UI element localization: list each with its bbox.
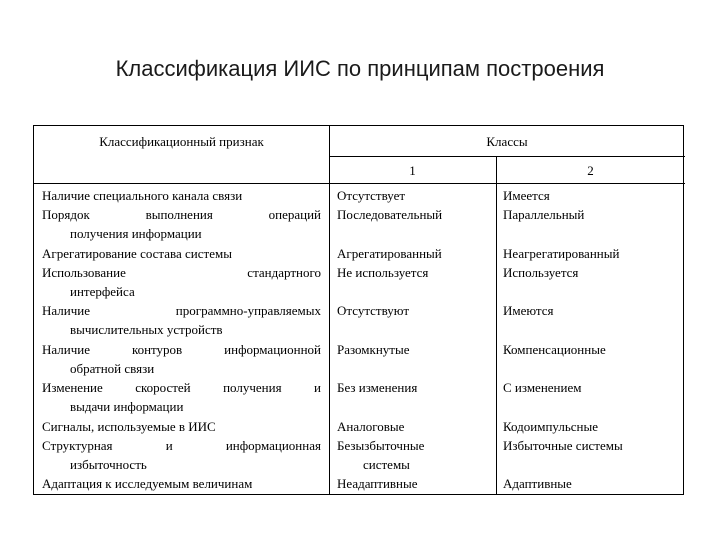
class1-text: Не используется xyxy=(337,265,429,280)
feature-word: получения xyxy=(223,380,282,395)
header-class-2: 2 xyxy=(587,163,594,178)
class1-text: Неадаптивные xyxy=(337,476,418,491)
class2-text: Неагрегатированный xyxy=(503,246,620,261)
class2-text: С изменением xyxy=(503,380,582,395)
class2-cell xyxy=(503,436,678,455)
class1-cell xyxy=(337,244,497,263)
header-feature: Классификационный признак xyxy=(99,134,264,149)
feature-word: Изменение xyxy=(42,380,103,395)
feature-word: Порядок xyxy=(42,207,90,222)
class2-cell xyxy=(503,244,678,263)
feature-word: Наличие xyxy=(42,342,90,357)
class1-cell xyxy=(337,474,497,493)
feature-word: операций xyxy=(268,207,321,222)
class1-text: Аналоговые xyxy=(337,419,405,434)
feature-word: скоростей xyxy=(135,380,191,395)
class1-text: Безызбыточные xyxy=(337,438,425,453)
feature-text: Агрегатирование состава системы xyxy=(42,246,232,261)
class1-cell xyxy=(337,263,497,282)
feature-text: Наличие специального канала связи xyxy=(42,188,243,203)
feature-text: Адаптация к исследуемым величинам xyxy=(42,476,253,491)
feature-text-justified xyxy=(42,340,321,359)
feature-word: Использование xyxy=(42,265,126,280)
class1-text: Последовательный xyxy=(337,207,443,222)
feature-cell xyxy=(42,244,321,263)
header-class-1: 1 xyxy=(409,163,416,178)
class2-text: Избыточные системы xyxy=(503,438,623,453)
class1-cell xyxy=(337,186,497,205)
class2-cell xyxy=(503,417,678,436)
page-title: Классификация ИИС по принципам построения xyxy=(115,56,605,81)
class1-cell xyxy=(337,340,497,359)
header-classes: Классы xyxy=(486,134,528,149)
feature-text: выдачи информации xyxy=(70,399,184,415)
feature-word: и xyxy=(165,438,173,453)
class1-cell xyxy=(337,378,497,397)
feature-text-justified xyxy=(42,263,321,282)
class1-text: Разомкнутые xyxy=(337,342,410,357)
feature-cell xyxy=(42,205,321,243)
feature-cell xyxy=(42,263,321,301)
feature-text: интерфейса xyxy=(70,284,135,300)
header-divider xyxy=(34,183,685,184)
feature-cell xyxy=(42,417,321,436)
class2-cell xyxy=(503,474,678,493)
feature-text: обратной связи xyxy=(70,361,155,377)
class2-text: Параллельный xyxy=(503,207,585,222)
class2-cell xyxy=(503,301,678,320)
feature-text-justified xyxy=(42,378,321,397)
class2-cell xyxy=(503,378,678,397)
feature-word: контуров xyxy=(131,342,183,357)
feature-text-justified xyxy=(42,205,321,224)
feature-text: получения информации xyxy=(70,226,202,242)
feature-text: вычислительных устройств xyxy=(70,322,223,338)
feature-word: Структурная xyxy=(42,438,113,453)
classification-table xyxy=(33,125,684,495)
feature-text: избыточность xyxy=(70,457,147,473)
class1-cell xyxy=(337,301,497,320)
feature-word: информационная xyxy=(225,438,321,453)
feature-word: информационной xyxy=(224,342,321,357)
class2-text: Кодоимпульсные xyxy=(503,419,598,434)
class2-cell xyxy=(503,263,678,282)
feature-word: программно-управляемых xyxy=(175,303,321,318)
class1-cell xyxy=(337,417,497,436)
class1-text: Без изменения xyxy=(337,380,418,395)
feature-cell xyxy=(42,301,321,339)
class1-text: Агрегатированный xyxy=(337,246,442,261)
class2-cell xyxy=(503,205,678,224)
feature-word: выполнения xyxy=(145,207,213,222)
class2-text: Компенсационные xyxy=(503,342,606,357)
feature-cell xyxy=(42,436,321,474)
feature-cell xyxy=(42,186,321,205)
feature-text-justified xyxy=(42,301,321,320)
feature-word: Наличие xyxy=(42,303,90,318)
feature-text-justified xyxy=(42,436,321,455)
column-divider xyxy=(329,126,330,494)
class1-text: Отсутствуют xyxy=(337,303,410,318)
class2-text: Имеется xyxy=(503,188,550,203)
class2-text: Имеются xyxy=(503,303,554,318)
class1-cell xyxy=(337,436,497,474)
feature-cell xyxy=(42,474,321,493)
class2-cell xyxy=(503,340,678,359)
feature-word: стандартного xyxy=(247,265,321,280)
class1-text: Отсутствует xyxy=(337,188,406,203)
class2-text: Используется xyxy=(503,265,579,280)
class1-text: системы xyxy=(363,457,410,473)
feature-word: и xyxy=(314,380,321,395)
class2-text: Адаптивные xyxy=(503,476,572,491)
feature-text: Сигналы, используемые в ИИС xyxy=(42,419,216,434)
class2-cell xyxy=(503,186,678,205)
feature-cell xyxy=(42,378,321,416)
header-divider xyxy=(329,156,685,157)
feature-cell xyxy=(42,340,321,378)
class1-cell xyxy=(337,205,497,224)
